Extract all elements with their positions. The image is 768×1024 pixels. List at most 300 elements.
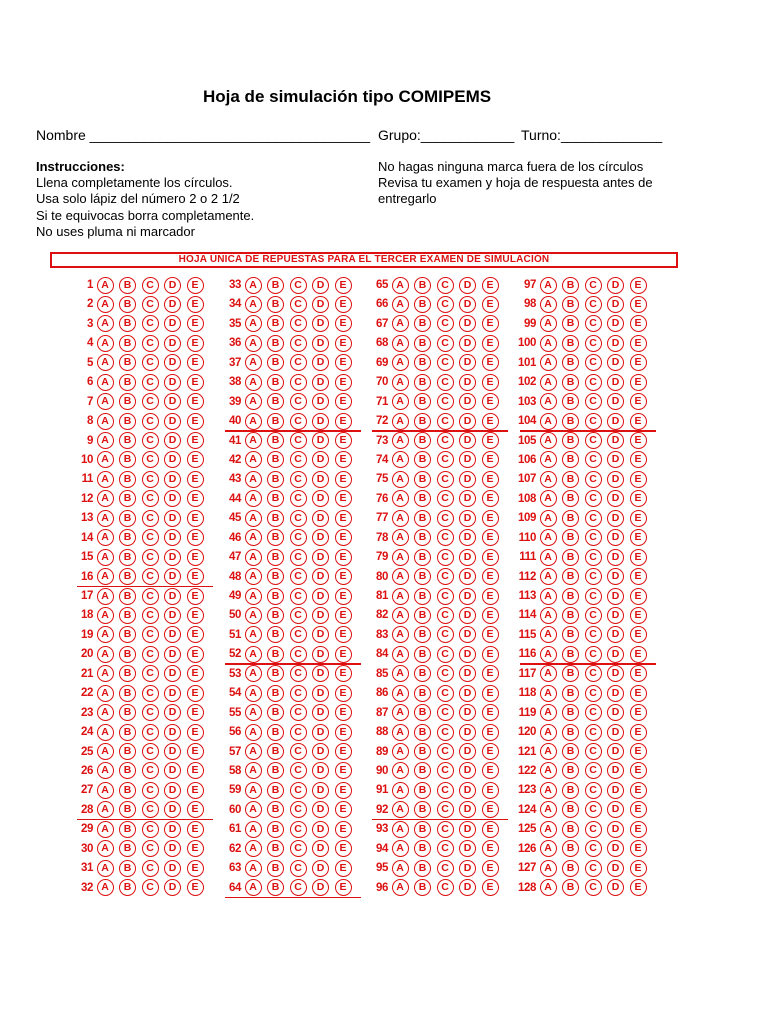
- answer-bubble-b: B: [414, 588, 431, 605]
- answer-bubble-b: B: [119, 626, 136, 643]
- answer-bubble-e: E: [187, 879, 204, 896]
- instruction-line: Si te equivocas borra completamente.: [36, 207, 255, 223]
- answer-bubble-e: E: [630, 374, 647, 391]
- question-number: 33: [229, 279, 241, 292]
- answer-bubble-b: B: [267, 665, 284, 682]
- answer-bubble-b: B: [267, 413, 284, 430]
- answer-bubble-d: D: [607, 354, 624, 371]
- answer-bubble-a: A: [540, 471, 557, 488]
- answer-bubble-d: D: [607, 743, 624, 760]
- answer-bubble-b: B: [267, 607, 284, 624]
- answer-bubble-d: D: [607, 549, 624, 566]
- answer-bubble-d: D: [312, 296, 329, 313]
- answer-bubble-c: C: [142, 471, 159, 488]
- answer-bubble-e: E: [630, 646, 647, 663]
- answer-bubble-c: C: [142, 529, 159, 546]
- answer-bubble-e: E: [630, 393, 647, 410]
- instruction-line: Usa solo lápiz del número 2 o 2 1/2: [36, 191, 240, 207]
- answer-bubble-d: D: [607, 860, 624, 877]
- answer-bubble-e: E: [187, 335, 204, 352]
- question-row: [211, 761, 361, 780]
- answer-bubble-c: C: [585, 277, 602, 294]
- answer-bubble-b: B: [414, 743, 431, 760]
- question-row: [506, 334, 656, 353]
- question-number: 2: [87, 298, 93, 311]
- answer-bubble-d: D: [459, 549, 476, 566]
- answer-bubble-b: B: [414, 315, 431, 332]
- question-number: 74: [376, 453, 388, 466]
- answer-bubble-c: C: [290, 471, 307, 488]
- answer-bubble-b: B: [562, 879, 579, 896]
- answer-bubble-a: A: [540, 549, 557, 566]
- question-number: 5: [87, 356, 93, 369]
- answer-bubble-e: E: [630, 432, 647, 449]
- question-number: 40: [229, 415, 241, 428]
- answer-bubble-e: E: [335, 646, 352, 663]
- answer-bubble-e: E: [187, 568, 204, 585]
- answer-bubble-e: E: [187, 860, 204, 877]
- answer-bubble-d: D: [164, 568, 181, 585]
- answer-bubble-b: B: [119, 374, 136, 391]
- answer-bubble-b: B: [267, 724, 284, 741]
- answer-bubble-b: B: [267, 568, 284, 585]
- answer-bubble-c: C: [437, 510, 454, 527]
- answer-bubble-b: B: [562, 393, 579, 410]
- answer-bubble-c: C: [585, 568, 602, 585]
- question-number: 120: [518, 726, 536, 739]
- question-row: [211, 314, 361, 333]
- question-row: [358, 567, 508, 586]
- answer-bubble-e: E: [335, 510, 352, 527]
- question-row: [211, 509, 361, 528]
- question-number: 11: [81, 473, 93, 486]
- answer-bubble-a: A: [97, 296, 114, 313]
- question-row: [506, 820, 656, 839]
- question-row: [358, 411, 508, 430]
- answer-bubble-d: D: [312, 724, 329, 741]
- answer-bubble-e: E: [630, 821, 647, 838]
- question-number: 86: [376, 687, 388, 700]
- answer-bubble-a: A: [392, 821, 409, 838]
- question-row: [211, 392, 361, 411]
- question-number: 13: [81, 512, 93, 525]
- question-row: [63, 489, 213, 508]
- question-number: 15: [81, 551, 93, 564]
- answer-bubble-c: C: [437, 743, 454, 760]
- answer-bubble-c: C: [437, 782, 454, 799]
- answer-bubble-d: D: [459, 665, 476, 682]
- answer-bubble-e: E: [335, 471, 352, 488]
- answer-bubble-d: D: [607, 821, 624, 838]
- answer-bubble-e: E: [482, 607, 499, 624]
- answer-bubble-c: C: [585, 704, 602, 721]
- answer-bubble-a: A: [540, 821, 557, 838]
- question-row: [63, 450, 213, 469]
- answer-bubble-c: C: [437, 432, 454, 449]
- question-number: 112: [518, 570, 536, 583]
- question-number: 64: [229, 881, 241, 894]
- answer-bubble-d: D: [607, 315, 624, 332]
- question-number: 48: [229, 570, 241, 583]
- answer-bubble-d: D: [312, 549, 329, 566]
- answer-bubble-e: E: [335, 607, 352, 624]
- question-row: [358, 878, 508, 897]
- answer-bubble-d: D: [607, 646, 624, 663]
- question-number: 72: [376, 415, 388, 428]
- answer-bubble-c: C: [290, 490, 307, 507]
- answer-bubble-d: D: [459, 724, 476, 741]
- question-row: [63, 509, 213, 528]
- question-number: 51: [229, 628, 241, 641]
- answer-bubble-a: A: [540, 588, 557, 605]
- answer-bubble-d: D: [312, 685, 329, 702]
- answer-bubble-b: B: [119, 432, 136, 449]
- answer-bubble-d: D: [312, 879, 329, 896]
- answer-bubble-a: A: [392, 354, 409, 371]
- answer-bubble-d: D: [607, 588, 624, 605]
- answer-bubble-e: E: [482, 315, 499, 332]
- answer-bubble-c: C: [290, 607, 307, 624]
- answer-bubble-b: B: [414, 374, 431, 391]
- answer-bubble-c: C: [290, 588, 307, 605]
- question-number: 4: [87, 337, 93, 350]
- answer-bubble-c: C: [142, 665, 159, 682]
- question-row: [358, 509, 508, 528]
- instruction-line: No uses pluma ni marcador: [36, 223, 195, 239]
- question-row: [211, 372, 361, 391]
- question-row: [63, 586, 213, 605]
- question-number: 53: [229, 667, 241, 680]
- answer-bubble-d: D: [607, 782, 624, 799]
- answer-bubble-e: E: [630, 762, 647, 779]
- answer-bubble-a: A: [540, 607, 557, 624]
- answer-bubble-e: E: [482, 549, 499, 566]
- answer-bubble-d: D: [164, 665, 181, 682]
- answer-bubble-a: A: [540, 782, 557, 799]
- answer-bubble-e: E: [482, 277, 499, 294]
- answer-bubble-b: B: [267, 762, 284, 779]
- question-number: 55: [229, 706, 241, 719]
- answer-bubble-e: E: [187, 490, 204, 507]
- answer-bubble-d: D: [312, 704, 329, 721]
- answer-bubble-a: A: [392, 335, 409, 352]
- answer-bubble-d: D: [312, 568, 329, 585]
- answer-bubble-b: B: [267, 510, 284, 527]
- question-row: [506, 509, 656, 528]
- answer-bubble-e: E: [187, 724, 204, 741]
- answer-bubble-e: E: [187, 432, 204, 449]
- question-number: 96: [376, 881, 388, 894]
- question-row: [211, 586, 361, 605]
- question-number: 30: [81, 842, 93, 855]
- answer-bubble-b: B: [414, 529, 431, 546]
- answer-bubble-a: A: [97, 626, 114, 643]
- answer-bubble-c: C: [142, 413, 159, 430]
- question-row: [63, 606, 213, 625]
- answer-bubble-d: D: [607, 724, 624, 741]
- answer-bubble-d: D: [312, 762, 329, 779]
- answer-bubble-c: C: [585, 393, 602, 410]
- answer-bubble-d: D: [164, 549, 181, 566]
- answer-bubble-b: B: [414, 704, 431, 721]
- question-number: 63: [229, 862, 241, 875]
- answer-bubble-b: B: [414, 821, 431, 838]
- answer-bubble-e: E: [482, 413, 499, 430]
- answer-bubble-c: C: [142, 724, 159, 741]
- question-number: 41: [229, 434, 241, 447]
- answer-bubble-d: D: [312, 335, 329, 352]
- question-row: [506, 839, 656, 858]
- answer-bubble-a: A: [392, 588, 409, 605]
- question-row: [506, 547, 656, 566]
- answer-bubble-d: D: [164, 451, 181, 468]
- answer-bubble-b: B: [414, 685, 431, 702]
- answer-bubble-c: C: [290, 685, 307, 702]
- question-number: 1: [87, 279, 93, 292]
- answer-bubble-e: E: [630, 879, 647, 896]
- answer-bubble-d: D: [459, 840, 476, 857]
- answer-bubble-e: E: [335, 685, 352, 702]
- answer-bubble-c: C: [585, 471, 602, 488]
- answer-bubble-a: A: [540, 393, 557, 410]
- answer-bubble-a: A: [392, 490, 409, 507]
- question-number: 83: [376, 628, 388, 641]
- answer-bubble-e: E: [482, 762, 499, 779]
- answer-bubble-a: A: [245, 704, 262, 721]
- answer-bubble-e: E: [335, 354, 352, 371]
- answer-bubble-a: A: [245, 724, 262, 741]
- answer-bubble-a: A: [540, 374, 557, 391]
- answer-bubble-c: C: [142, 374, 159, 391]
- instruction-line: No hagas ninguna marca fuera de los círculos: [378, 159, 644, 174]
- answer-bubble-e: E: [187, 685, 204, 702]
- answer-bubble-b: B: [119, 801, 136, 818]
- answer-bubble-c: C: [142, 626, 159, 643]
- answer-bubble-a: A: [540, 277, 557, 294]
- answer-bubble-b: B: [562, 529, 579, 546]
- question-row: [506, 275, 656, 294]
- answer-bubble-a: A: [245, 413, 262, 430]
- answer-bubble-a: A: [540, 840, 557, 857]
- answer-bubble-d: D: [164, 782, 181, 799]
- question-number: 125: [518, 823, 536, 836]
- answer-bubble-c: C: [290, 432, 307, 449]
- question-number: 37: [229, 356, 241, 369]
- question-number: 7: [87, 395, 93, 408]
- question-row: [506, 411, 656, 430]
- question-row: [211, 567, 361, 586]
- answer-bubble-e: E: [630, 549, 647, 566]
- question-number: 110: [518, 531, 536, 544]
- answer-bubble-b: B: [119, 588, 136, 605]
- instruction-line: Revisa tu examen y hoja de respuesta antes de: [378, 175, 653, 191]
- answer-bubble-b: B: [562, 626, 579, 643]
- answer-bubble-d: D: [312, 413, 329, 430]
- answer-bubble-b: B: [414, 860, 431, 877]
- question-row: [358, 606, 508, 625]
- question-row: [506, 683, 656, 702]
- answer-bubble-e: E: [187, 510, 204, 527]
- question-number: 93: [376, 823, 388, 836]
- group-field: Grupo:____________: [378, 127, 515, 143]
- answer-bubble-c: C: [437, 335, 454, 352]
- answer-bubble-b: B: [267, 743, 284, 760]
- answer-bubble-c: C: [437, 413, 454, 430]
- question-number: 84: [376, 648, 388, 661]
- answer-bubble-a: A: [392, 685, 409, 702]
- answer-bubble-e: E: [630, 451, 647, 468]
- answer-bubble-d: D: [164, 607, 181, 624]
- answer-bubble-c: C: [585, 607, 602, 624]
- answer-bubble-e: E: [335, 529, 352, 546]
- answer-bubble-c: C: [142, 549, 159, 566]
- question-number: 94: [376, 842, 388, 855]
- question-number: 126: [518, 842, 536, 855]
- question-number: 73: [376, 434, 388, 447]
- answer-bubble-c: C: [585, 782, 602, 799]
- answer-bubble-b: B: [267, 860, 284, 877]
- answer-bubble-d: D: [164, 685, 181, 702]
- instruction-line: entregarlo: [378, 191, 437, 207]
- answer-bubble-a: A: [97, 607, 114, 624]
- answer-bubble-a: A: [392, 471, 409, 488]
- answer-bubble-b: B: [562, 801, 579, 818]
- answer-bubble-b: B: [414, 510, 431, 527]
- answer-bubble-e: E: [335, 277, 352, 294]
- answer-bubble-a: A: [245, 588, 262, 605]
- question-number: 34: [229, 298, 241, 311]
- answer-bubble-c: C: [437, 724, 454, 741]
- question-row: [211, 625, 361, 644]
- question-row: [211, 742, 361, 761]
- answer-bubble-e: E: [335, 626, 352, 643]
- answer-bubble-b: B: [119, 665, 136, 682]
- answer-bubble-a: A: [540, 801, 557, 818]
- answer-bubble-d: D: [312, 821, 329, 838]
- answer-bubble-b: B: [119, 607, 136, 624]
- answer-bubble-a: A: [245, 432, 262, 449]
- answer-bubble-c: C: [142, 315, 159, 332]
- question-number: 67: [376, 317, 388, 330]
- answer-bubble-d: D: [312, 860, 329, 877]
- answer-bubble-b: B: [267, 821, 284, 838]
- answer-bubble-d: D: [607, 490, 624, 507]
- answer-bubble-e: E: [187, 801, 204, 818]
- answer-bubble-d: D: [607, 607, 624, 624]
- answer-bubble-c: C: [585, 588, 602, 605]
- answer-bubble-d: D: [607, 296, 624, 313]
- answer-bubble-a: A: [245, 296, 262, 313]
- answer-bubble-c: C: [290, 782, 307, 799]
- question-number: 36: [229, 337, 241, 350]
- answer-bubble-d: D: [607, 510, 624, 527]
- answer-bubble-d: D: [459, 879, 476, 896]
- question-number: 66: [376, 298, 388, 311]
- question-row: [506, 314, 656, 333]
- answer-bubble-a: A: [245, 665, 262, 682]
- answer-bubble-e: E: [630, 782, 647, 799]
- question-number: 44: [229, 492, 241, 505]
- answer-bubble-e: E: [335, 393, 352, 410]
- answer-bubble-d: D: [459, 821, 476, 838]
- question-number: 31: [81, 862, 93, 875]
- question-row: [506, 858, 656, 877]
- answer-bubble-b: B: [414, 568, 431, 585]
- answer-bubble-e: E: [335, 782, 352, 799]
- answer-bubble-b: B: [119, 413, 136, 430]
- answer-bubble-e: E: [187, 762, 204, 779]
- answer-bubble-a: A: [392, 665, 409, 682]
- answer-bubble-e: E: [630, 296, 647, 313]
- answer-bubble-c: C: [290, 860, 307, 877]
- answer-bubble-d: D: [459, 296, 476, 313]
- answer-bubble-d: D: [164, 860, 181, 877]
- question-row: [63, 781, 213, 800]
- answer-bubble-b: B: [562, 607, 579, 624]
- answer-bubble-a: A: [392, 277, 409, 294]
- answer-bubble-b: B: [119, 685, 136, 702]
- answer-bubble-b: B: [267, 451, 284, 468]
- answer-bubble-c: C: [437, 374, 454, 391]
- question-row: [506, 450, 656, 469]
- question-row: [358, 470, 508, 489]
- answer-bubble-e: E: [482, 801, 499, 818]
- answer-bubble-b: B: [414, 451, 431, 468]
- question-number: 16: [81, 570, 93, 583]
- answer-bubble-b: B: [414, 879, 431, 896]
- answer-bubble-d: D: [607, 432, 624, 449]
- answer-bubble-c: C: [437, 568, 454, 585]
- answer-bubble-e: E: [630, 335, 647, 352]
- answer-bubble-b: B: [119, 354, 136, 371]
- answer-bubble-c: C: [290, 879, 307, 896]
- answer-bubble-a: A: [97, 277, 114, 294]
- answer-bubble-c: C: [290, 296, 307, 313]
- answer-bubble-d: D: [459, 354, 476, 371]
- question-row: [63, 528, 213, 547]
- answer-bubble-e: E: [630, 354, 647, 371]
- answer-bubble-c: C: [437, 354, 454, 371]
- answer-bubble-d: D: [164, 315, 181, 332]
- question-number: 18: [81, 609, 93, 622]
- answer-bubble-a: A: [392, 607, 409, 624]
- answer-bubble-a: A: [540, 626, 557, 643]
- answer-bubble-e: E: [187, 393, 204, 410]
- question-row: [63, 547, 213, 566]
- answer-bubble-b: B: [562, 432, 579, 449]
- answer-bubble-c: C: [290, 374, 307, 391]
- answer-bubble-b: B: [414, 354, 431, 371]
- question-number: 45: [229, 512, 241, 525]
- answer-bubble-b: B: [562, 588, 579, 605]
- answer-bubble-b: B: [119, 646, 136, 663]
- answer-bubble-a: A: [392, 413, 409, 430]
- answer-bubble-b: B: [267, 840, 284, 857]
- question-row: [211, 547, 361, 566]
- answer-bubble-e: E: [482, 471, 499, 488]
- answer-bubble-b: B: [267, 588, 284, 605]
- answer-bubble-a: A: [245, 782, 262, 799]
- question-row: [506, 761, 656, 780]
- question-row: [358, 625, 508, 644]
- answer-bubble-a: A: [97, 879, 114, 896]
- answer-bubble-c: C: [437, 393, 454, 410]
- answer-bubble-a: A: [540, 704, 557, 721]
- question-row: [358, 314, 508, 333]
- question-row: [211, 411, 361, 430]
- section-divider: [225, 897, 361, 899]
- question-number: 49: [229, 590, 241, 603]
